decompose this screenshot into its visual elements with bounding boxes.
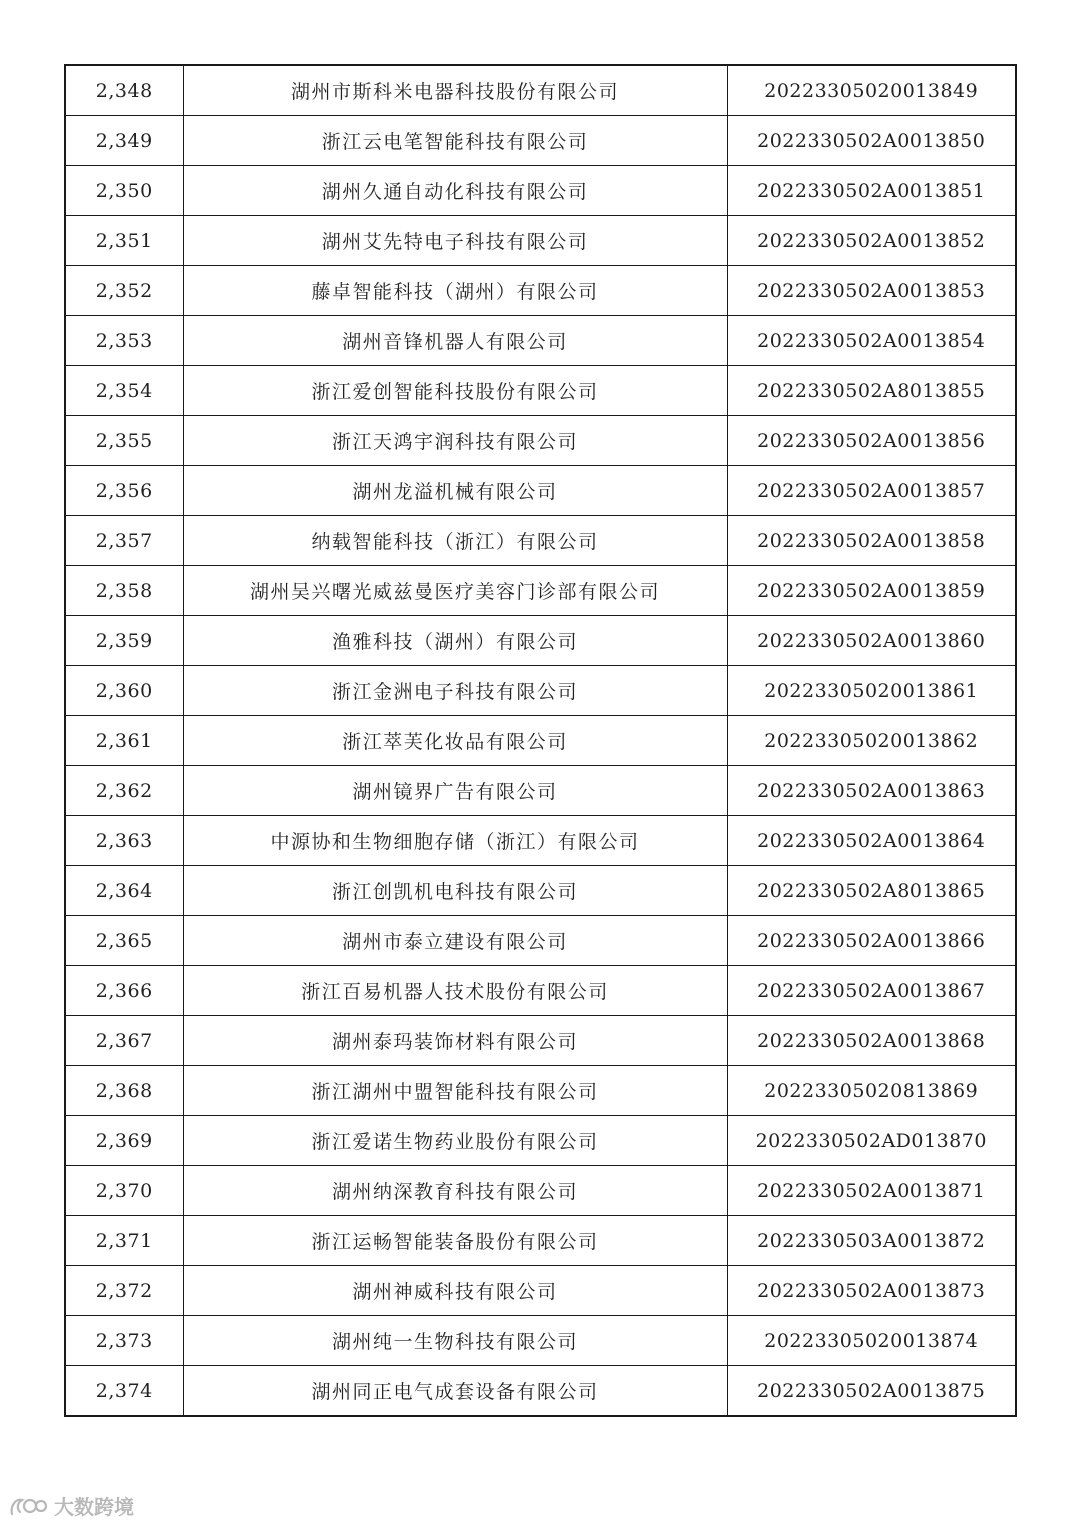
row-number-cell: 2,361 — [65, 716, 183, 766]
row-number-cell: 2,366 — [65, 966, 183, 1016]
company-name-cell: 浙江云电笔智能科技有限公司 — [183, 116, 727, 166]
table-row — [65, 65, 1016, 116]
registration-code-cell: 2022330502A0013850 — [727, 116, 1016, 166]
company-name-cell: 湖州音锋机器人有限公司 — [183, 316, 727, 366]
registration-code-cell: 2022330503A0013872 — [727, 1216, 1016, 1266]
company-name-cell: 湖州久通自动化科技有限公司 — [183, 166, 727, 216]
company-name-cell: 浙江爱创智能科技股份有限公司 — [183, 366, 727, 416]
registration-code-cell: 2022330502A0013873 — [727, 1266, 1016, 1316]
table-row — [65, 1266, 1016, 1316]
table-row — [65, 1016, 1016, 1066]
company-name-cell: 渔雅科技（湖州）有限公司 — [183, 616, 727, 666]
registration-code-cell: 2022330502A0013859 — [727, 566, 1016, 616]
registry-table-body — [65, 65, 1016, 1416]
company-name-cell: 湖州艾先特电子科技有限公司 — [183, 216, 727, 266]
row-number-cell: 2,365 — [65, 916, 183, 966]
row-number-cell: 2,373 — [65, 1316, 183, 1366]
registration-code-cell: 2022330502A0013854 — [727, 316, 1016, 366]
row-number-cell: 2,350 — [65, 166, 183, 216]
company-name-cell: 湖州市泰立建设有限公司 — [183, 916, 727, 966]
registration-code-cell: 20223305020013861 — [727, 666, 1016, 716]
row-number-cell: 2,360 — [65, 666, 183, 716]
table-row — [65, 666, 1016, 716]
row-number-cell: 2,353 — [65, 316, 183, 366]
company-name-cell: 浙江运畅智能装备股份有限公司 — [183, 1216, 727, 1266]
company-name-cell: 浙江创凯机电科技有限公司 — [183, 866, 727, 916]
company-name-cell: 藤卓智能科技（湖州）有限公司 — [183, 266, 727, 316]
row-number-cell: 2,364 — [65, 866, 183, 916]
registration-code-cell: 20223305020013874 — [727, 1316, 1016, 1366]
table-row — [65, 916, 1016, 966]
table-row — [65, 816, 1016, 866]
company-name-cell: 浙江湖州中盟智能科技有限公司 — [183, 1066, 727, 1116]
row-number-cell: 2,372 — [65, 1266, 183, 1316]
table-row — [65, 366, 1016, 416]
table-row — [65, 116, 1016, 166]
row-number-cell: 2,367 — [65, 1016, 183, 1066]
table-row — [65, 516, 1016, 566]
registration-code-cell: 2022330502A8013855 — [727, 366, 1016, 416]
table-row — [65, 616, 1016, 666]
row-number-cell: 2,374 — [65, 1366, 183, 1417]
row-number-cell: 2,368 — [65, 1066, 183, 1116]
company-name-cell: 湖州龙溢机械有限公司 — [183, 466, 727, 516]
watermark-text: 大数跨境 — [54, 1495, 134, 1519]
table-row — [65, 466, 1016, 516]
watermark — [8, 1491, 134, 1520]
company-name-cell: 浙江萃芙化妆品有限公司 — [183, 716, 727, 766]
company-name-cell: 湖州纯一生物科技有限公司 — [183, 1316, 727, 1366]
company-name-cell: 湖州神威科技有限公司 — [183, 1266, 727, 1316]
row-number-cell: 2,362 — [65, 766, 183, 816]
registration-code-cell: 2022330502A0013852 — [727, 216, 1016, 266]
table-row — [65, 716, 1016, 766]
table-row — [65, 416, 1016, 466]
registration-code-cell: 2022330502A0013856 — [727, 416, 1016, 466]
registration-code-cell: 2022330502A0013871 — [727, 1166, 1016, 1216]
table-row — [65, 566, 1016, 616]
company-name-cell: 湖州吴兴曙光威兹曼医疗美容门诊部有限公司 — [183, 566, 727, 616]
registration-code-cell: 2022330502A0013866 — [727, 916, 1016, 966]
registration-code-cell: 20223305020813869 — [727, 1066, 1016, 1116]
company-name-cell: 湖州镜界广告有限公司 — [183, 766, 727, 816]
row-number-cell: 2,354 — [65, 366, 183, 416]
registration-code-cell: 2022330502A0013868 — [727, 1016, 1016, 1066]
registration-code-cell: 2022330502A0013857 — [727, 466, 1016, 516]
table-row — [65, 216, 1016, 266]
row-number-cell: 2,355 — [65, 416, 183, 466]
row-number-cell: 2,356 — [65, 466, 183, 516]
company-name-cell: 浙江爱诺生物药业股份有限公司 — [183, 1116, 727, 1166]
row-number-cell: 2,369 — [65, 1116, 183, 1166]
registration-code-cell: 2022330502A0013860 — [727, 616, 1016, 666]
row-number-cell: 2,371 — [65, 1216, 183, 1266]
company-name-cell: 浙江百易机器人技术股份有限公司 — [183, 966, 727, 1016]
row-number-cell: 2,351 — [65, 216, 183, 266]
registration-code-cell: 2022330502A0013867 — [727, 966, 1016, 1016]
company-name-cell: 纳载智能科技（浙江）有限公司 — [183, 516, 727, 566]
registration-code-cell: 2022330502A0013864 — [727, 816, 1016, 866]
registration-code-cell: 2022330502A0013863 — [727, 766, 1016, 816]
table-row — [65, 1066, 1016, 1116]
table-row — [65, 966, 1016, 1016]
row-number-cell: 2,349 — [65, 116, 183, 166]
table-row — [65, 766, 1016, 816]
company-name-cell: 中源协和生物细胞存储（浙江）有限公司 — [183, 816, 727, 866]
table-row — [65, 1116, 1016, 1166]
company-name-cell: 湖州市斯科米电器科技股份有限公司 — [183, 65, 727, 116]
table-row — [65, 166, 1016, 216]
company-name-cell: 湖州同正电气成套设备有限公司 — [183, 1366, 727, 1417]
row-number-cell: 2,370 — [65, 1166, 183, 1216]
registration-code-cell: 2022330502A0013875 — [727, 1366, 1016, 1417]
company-name-cell: 湖州纳深教育科技有限公司 — [183, 1166, 727, 1216]
table-row — [65, 1316, 1016, 1366]
company-registry-table — [64, 64, 1017, 1417]
row-number-cell: 2,363 — [65, 816, 183, 866]
row-number-cell: 2,358 — [65, 566, 183, 616]
row-number-cell: 2,352 — [65, 266, 183, 316]
table-row — [65, 1216, 1016, 1266]
table-row — [65, 1366, 1016, 1417]
company-name-cell: 浙江金洲电子科技有限公司 — [183, 666, 727, 716]
registration-code-cell: 2022330502A0013853 — [727, 266, 1016, 316]
table-row — [65, 266, 1016, 316]
table-row — [65, 866, 1016, 916]
registration-code-cell: 20223305020013849 — [727, 65, 1016, 116]
company-name-cell: 湖州泰玛装饰材料有限公司 — [183, 1016, 727, 1066]
registration-code-cell: 20223305020013862 — [727, 716, 1016, 766]
registration-code-cell: 2022330502A8013865 — [727, 866, 1016, 916]
row-number-cell: 2,357 — [65, 516, 183, 566]
dashuju-logo-icon — [8, 1494, 48, 1518]
company-name-cell: 浙江天鸿宇润科技有限公司 — [183, 416, 727, 466]
registration-code-cell: 2022330502AD013870 — [727, 1116, 1016, 1166]
registration-code-cell: 2022330502A0013851 — [727, 166, 1016, 216]
row-number-cell: 2,348 — [65, 65, 183, 116]
table-row — [65, 1166, 1016, 1216]
row-number-cell: 2,359 — [65, 616, 183, 666]
registration-code-cell: 2022330502A0013858 — [727, 516, 1016, 566]
table-row — [65, 316, 1016, 366]
